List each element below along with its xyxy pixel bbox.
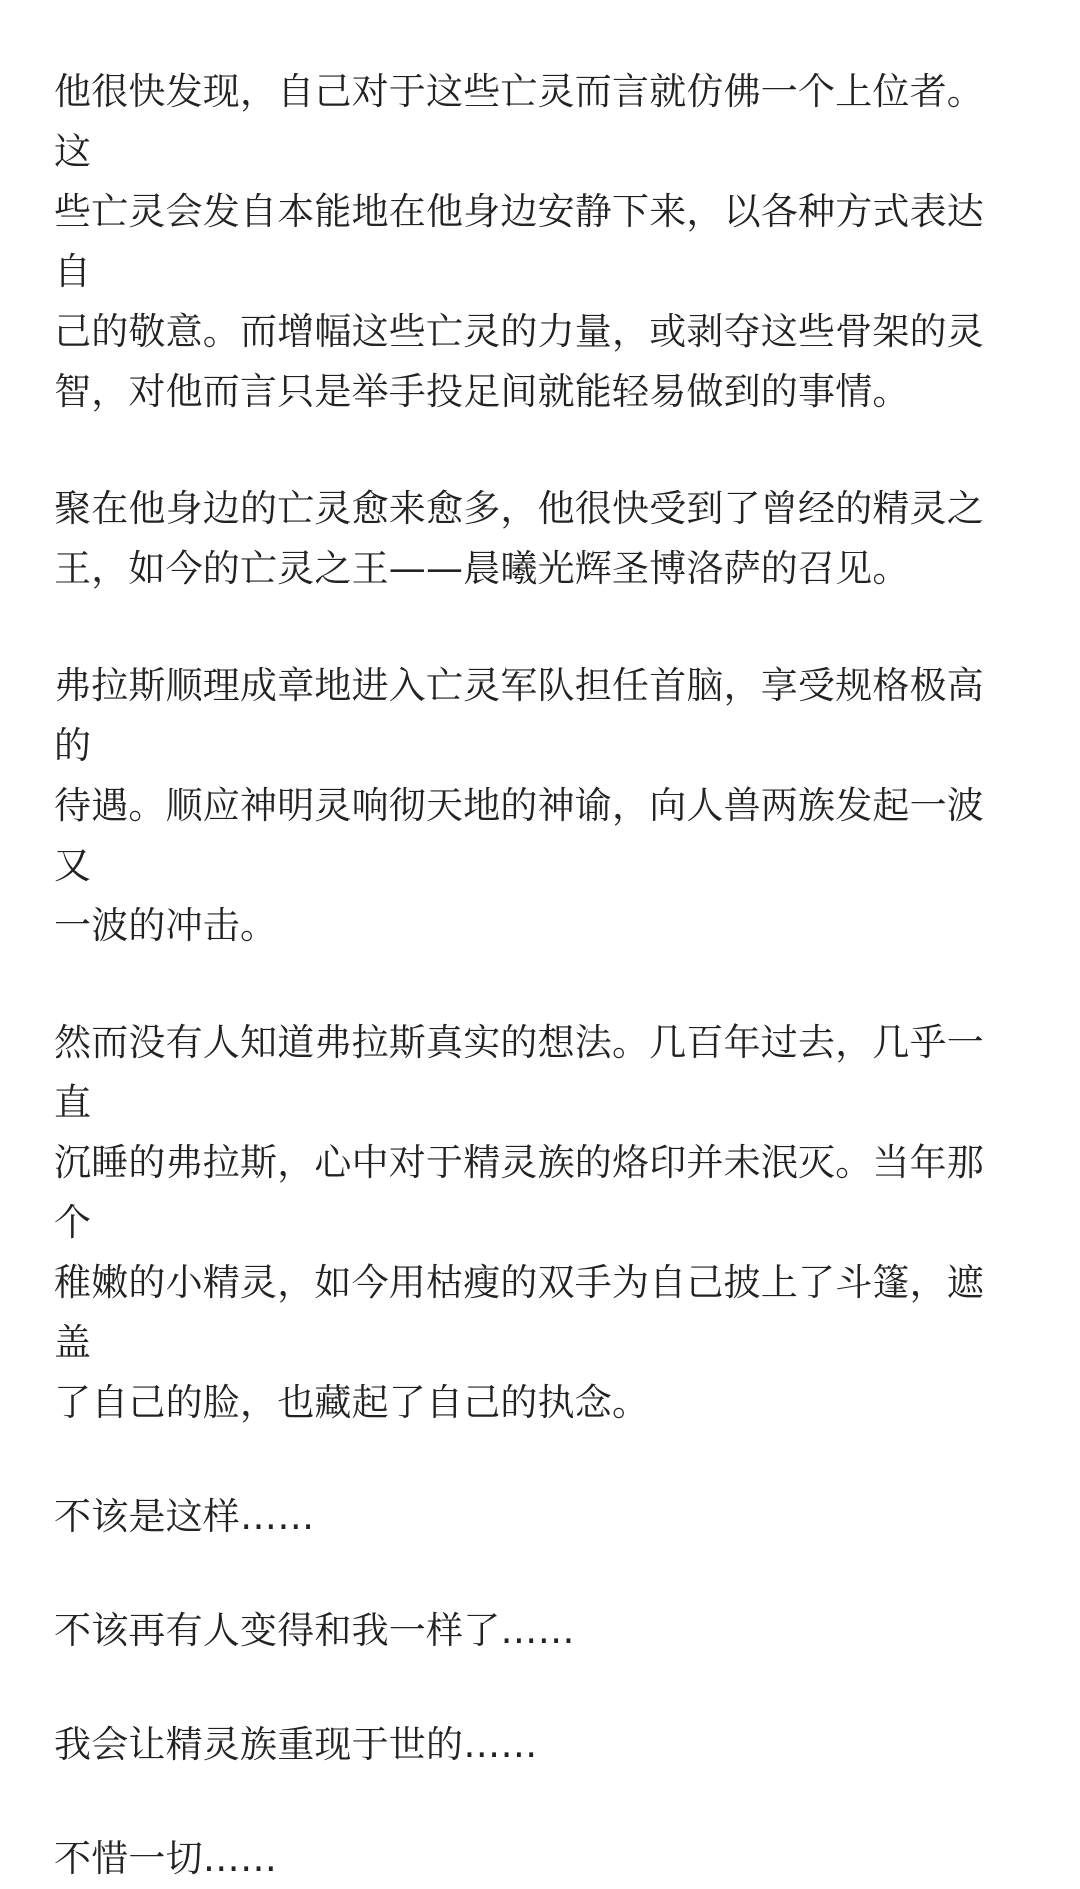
paragraph [54, 62, 1016, 422]
paragraph [54, 1013, 1016, 1433]
text-line: 稚嫩的小精灵，如今用枯瘦的双手为自己披上了斗篷，遮盖 [54, 1261, 984, 1364]
text-line: 沉睡的弗拉斯，心中对于精灵族的烙印并未泯灭。当年那个 [54, 1141, 984, 1244]
text-line: 不惜一切…… [54, 1837, 278, 1880]
text-line: 他很快发现，自己对于这些亡灵而言就仿佛一个上位者。这 [54, 70, 984, 173]
paragraph [54, 1487, 1016, 1547]
text-line: 不该是这样…… [54, 1495, 315, 1538]
text-line: 一波的冲击。 [54, 904, 278, 947]
paragraph [54, 656, 1016, 956]
text-line: 了自己的脸，也藏起了自己的执念。 [54, 1381, 650, 1424]
text-line: 不该再有人变得和我一样了…… [54, 1609, 575, 1652]
text-line: 些亡灵会发自本能地在他身边安静下来，以各种方式表达自 [54, 190, 984, 293]
paragraph [54, 479, 1016, 599]
text-line: 然而没有人知道弗拉斯真实的想法。几百年过去，几乎一直 [54, 1021, 984, 1124]
text-line: 我会让精灵族重现于世的…… [54, 1723, 538, 1766]
text-line: 聚在他身边的亡灵愈来愈多，他很快受到了曾经的精灵之 [54, 487, 984, 530]
text-line: 王，如今的亡灵之王——晨曦光辉圣博洛萨的召见。 [54, 547, 910, 590]
text-line: 己的敬意。而增幅这些亡灵的力量，或剥夺这些骨架的灵 [54, 310, 984, 353]
article-body [54, 62, 1016, 1889]
text-line: 智，对他而言只是举手投足间就能轻易做到的事情。 [54, 370, 910, 413]
text-line: 弗拉斯顺理成章地进入亡灵军队担任首脑，享受规格极高的 [54, 664, 984, 767]
paragraph [54, 1829, 1016, 1889]
paragraph [54, 1601, 1016, 1661]
paragraph [54, 1715, 1016, 1775]
text-line: 待遇。顺应神明灵响彻天地的神谕，向人兽两族发起一波又 [54, 784, 984, 887]
